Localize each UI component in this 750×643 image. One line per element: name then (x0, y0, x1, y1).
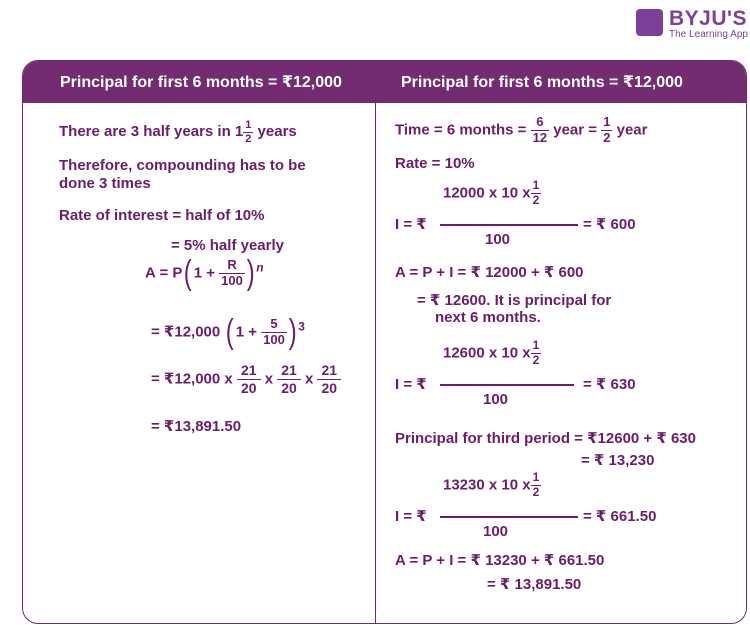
left-step-fractions: = ₹12,000 x $\frac{21}{20}$ x $\frac{21}{20}$ x $\frac{21}{20}$ (151, 362, 341, 397)
right-i3-denominator: 100 (483, 523, 509, 540)
right-i3-label: I = ₹ (395, 508, 427, 525)
right-i2-denominator: 100 (483, 391, 509, 408)
right-i1-fraction-bar (440, 224, 578, 226)
right-i3-result: = ₹ 661.50 (583, 508, 657, 525)
right-i3-numerator: 13230 x 10 x $\frac{1}{2}$ (443, 470, 540, 499)
left-step-substitute: = ₹12,000 ( 1 + $\frac{5}{100}$ ) $^3$ (151, 313, 305, 351)
right-i1-result: = ₹ 600 (583, 216, 636, 233)
panel-header (23, 61, 746, 103)
byjus-logo-icon (636, 9, 663, 36)
right-i2-numerator: 12600 x 10 x $\frac{1}{2}$ (443, 338, 540, 367)
right-time: Time = 6 months = $\frac{6}{12}$ year = $\frac{1}{2}$ year (395, 114, 648, 145)
right-i1-label: I = ₹ (395, 216, 427, 233)
right-rate: Rate = 10% (395, 155, 475, 172)
left-header: Principal for first 6 months = ₹12,000 (60, 74, 342, 91)
solution-panel (22, 60, 747, 624)
right-i3-fraction-bar (440, 516, 578, 518)
right-a1-c: next 6 months. (435, 309, 541, 326)
right-i2-result: = ₹ 630 (583, 376, 636, 393)
right-a2-result: = ₹ 13,891.50 (487, 576, 582, 593)
right-a1: A = P + I = ₹ 12000 + ₹ 600 (395, 264, 584, 281)
left-result: = ₹13,891.50 (151, 418, 242, 435)
logo-title: BYJU'S (669, 7, 748, 30)
right-i1-denominator: 100 (485, 231, 511, 248)
left-line-half-years: There are 3 half years in 1 $\frac{1}{2}$ years (59, 119, 297, 145)
column-divider (375, 61, 376, 623)
right-i1-numerator: 12000 x 10 x $\frac{1}{2}$ (443, 178, 540, 207)
right-principal-third-value: = ₹ 13,230 (581, 452, 655, 469)
logo-subtitle: The Learning App (669, 29, 748, 40)
left-line-half-yearly: = 5% half yearly (171, 237, 284, 254)
right-i2-label: I = ₹ (395, 376, 427, 393)
right-a1-b: = ₹ 12600. It is principal for (417, 292, 612, 309)
left-formula: A = P( 1 + $\frac{R}{100}$ ) $^n$ (145, 254, 264, 292)
right-principal-third: Principal for third period = ₹12600 + ₹ 630 (395, 430, 696, 447)
left-line-rate: Rate of interest = half of 10% (59, 207, 265, 224)
left-line-compounding-a: Therefore, compounding has to be (59, 157, 306, 174)
left-line-compounding-b: done 3 times (59, 175, 151, 192)
right-i2-fraction-bar (440, 384, 574, 386)
right-a2: A = P + I = ₹ 13230 + ₹ 661.50 (395, 552, 605, 569)
right-header: Principal for first 6 months = ₹12,000 (401, 74, 683, 91)
